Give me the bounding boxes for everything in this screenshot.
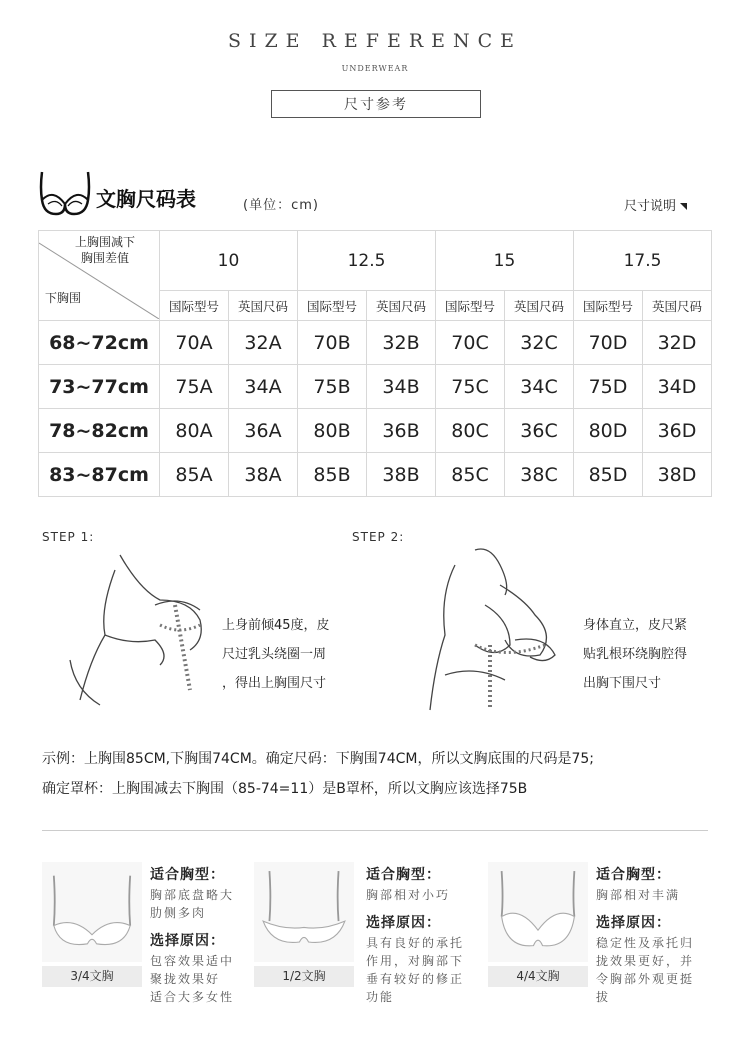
size-cell: 75A <box>160 365 229 409</box>
step1-label: STEP 1: <box>42 530 95 544</box>
table-row <box>39 453 712 497</box>
step2-label: STEP 2: <box>352 530 405 544</box>
reason-line: 拢效果更好，并 <box>596 954 695 968</box>
step1-line: 尺过乳头绕圈一周 <box>222 647 327 662</box>
size-cell: 38A <box>229 453 298 497</box>
bra-type-4-4 <box>488 862 588 987</box>
sub-header: 国际型号 <box>298 291 367 321</box>
sub-header: 国际型号 <box>574 291 643 321</box>
size-cell: 38D <box>643 453 712 497</box>
fit-line: 胸部相对丰满 <box>596 888 681 902</box>
bra-caption: 4/4文胸 <box>488 966 588 987</box>
reason-line: 具有良好的承托 <box>366 936 465 950</box>
size-cell: 80B <box>298 409 367 453</box>
underbust-cell: 68~72cm <box>39 321 160 365</box>
example-line2: 确定罩杯：上胸围减去下胸围（85-74=11）是B罩杯，所以文胸应该选择75B <box>42 781 528 797</box>
difference-header: 15 <box>436 231 574 291</box>
fit-title: 适合胸型： <box>366 867 441 883</box>
fit-line: 胸部底盘略大 <box>150 888 235 902</box>
corner-top-line2: 胸围差值 <box>81 251 130 265</box>
reason-line: 适合大多女性 <box>150 990 235 1004</box>
sub-header: 英国尺码 <box>229 291 298 321</box>
difference-header: 10 <box>160 231 298 291</box>
reason-line: 稳定性及承托归 <box>596 936 695 950</box>
size-cell: 32C <box>505 321 574 365</box>
size-cell: 70C <box>436 321 505 365</box>
size-cell: 36B <box>367 409 436 453</box>
size-note-label: 尺寸说明 <box>624 199 677 214</box>
step1-line: 上身前倾45度，皮 <box>222 618 330 633</box>
bra-1-2-illustration <box>254 862 354 962</box>
bra-caption: 3/4文胸 <box>42 966 142 987</box>
size-cell: 32A <box>229 321 298 365</box>
reason-line: 令胸部外观更挺 <box>596 972 695 986</box>
size-cell: 36A <box>229 409 298 453</box>
size-cell: 85B <box>298 453 367 497</box>
underbust-cell: 78~82cm <box>39 409 160 453</box>
fit-line: 胸部相对小巧 <box>366 888 451 902</box>
step2-illustration <box>415 545 580 715</box>
size-cell: 32D <box>643 321 712 365</box>
sub-header: 英国尺码 <box>367 291 436 321</box>
size-cell: 32B <box>367 321 436 365</box>
fit-title: 适合胸型： <box>596 867 671 883</box>
difference-header: 12.5 <box>298 231 436 291</box>
corner-top-line1: 上胸围减下 <box>75 235 136 249</box>
fit-title: 适合胸型： <box>150 867 225 883</box>
bra-type-1-2 <box>254 862 354 987</box>
size-cell: 80C <box>436 409 505 453</box>
subtitle-english: UNDERWEAR <box>341 64 409 73</box>
reason-title: 选择原因： <box>596 915 671 931</box>
corner-bottom: 下胸围 <box>45 291 82 305</box>
size-cell: 36D <box>643 409 712 453</box>
step2-line: 贴乳根环绕胸腔得 <box>583 647 688 662</box>
chart-title: 文胸尺码表 <box>96 187 196 211</box>
reason-title: 选择原因： <box>150 933 225 949</box>
bra-icon <box>36 168 94 218</box>
title-english: SIZE REFERENCE <box>227 30 523 52</box>
size-cell: 38B <box>367 453 436 497</box>
table-row <box>39 321 712 365</box>
size-cell: 34D <box>643 365 712 409</box>
size-cell: 75C <box>436 365 505 409</box>
bra-3-4-illustration <box>42 862 142 962</box>
size-cell: 80D <box>574 409 643 453</box>
reason-line: 聚拢效果好 <box>150 972 221 986</box>
chart-unit: (单位：cm) <box>243 198 319 213</box>
underbust-cell: 73~77cm <box>39 365 160 409</box>
table-row <box>39 365 712 409</box>
table-corner <box>39 231 160 321</box>
size-note-link[interactable] <box>624 195 687 214</box>
reason-line: 功能 <box>366 990 395 1004</box>
reason-title: 选择原因： <box>366 915 441 931</box>
title-chinese-box: 尺寸参考 <box>271 90 481 118</box>
size-table <box>38 230 712 497</box>
bra-type-3-4 <box>42 862 142 987</box>
triangle-down-icon <box>680 203 687 210</box>
sub-header: 英国尺码 <box>643 291 712 321</box>
underbust-cell: 83~87cm <box>39 453 160 497</box>
difference-header: 17.5 <box>574 231 712 291</box>
step1-illustration <box>60 550 220 715</box>
reason-line: 垂有较好的修正 <box>366 972 465 986</box>
size-cell: 75D <box>574 365 643 409</box>
size-cell: 36C <box>505 409 574 453</box>
size-cell: 34C <box>505 365 574 409</box>
bra-4-4-illustration <box>488 862 588 962</box>
reason-line: 作用，对胸部下 <box>366 954 465 968</box>
size-cell: 85C <box>436 453 505 497</box>
bra-caption: 1/2文胸 <box>254 966 354 987</box>
size-cell: 80A <box>160 409 229 453</box>
size-cell: 70B <box>298 321 367 365</box>
section-divider <box>42 830 708 831</box>
size-cell: 85A <box>160 453 229 497</box>
sub-header: 国际型号 <box>160 291 229 321</box>
fit-line: 肋侧多肉 <box>150 906 207 920</box>
reason-line: 包容效果适中 <box>150 954 235 968</box>
example-line1: 示例：上胸围85CM,下胸围74CM。确定尺码：下胸围74CM，所以文胸底围的尺码是75; <box>42 751 594 767</box>
size-cell: 70A <box>160 321 229 365</box>
size-cell: 34B <box>367 365 436 409</box>
size-cell: 34A <box>229 365 298 409</box>
step2-line: 出胸下围尺寸 <box>583 676 662 691</box>
sub-header: 国际型号 <box>436 291 505 321</box>
table-row <box>39 409 712 453</box>
sub-header: 英国尺码 <box>505 291 574 321</box>
size-cell: 75B <box>298 365 367 409</box>
step1-line: ，得出上胸围尺寸 <box>222 676 327 691</box>
step2-line: 身体直立，皮尺紧 <box>583 618 688 633</box>
size-cell: 85D <box>574 453 643 497</box>
reason-line: 拔 <box>596 990 611 1004</box>
size-cell: 70D <box>574 321 643 365</box>
size-cell: 38C <box>505 453 574 497</box>
